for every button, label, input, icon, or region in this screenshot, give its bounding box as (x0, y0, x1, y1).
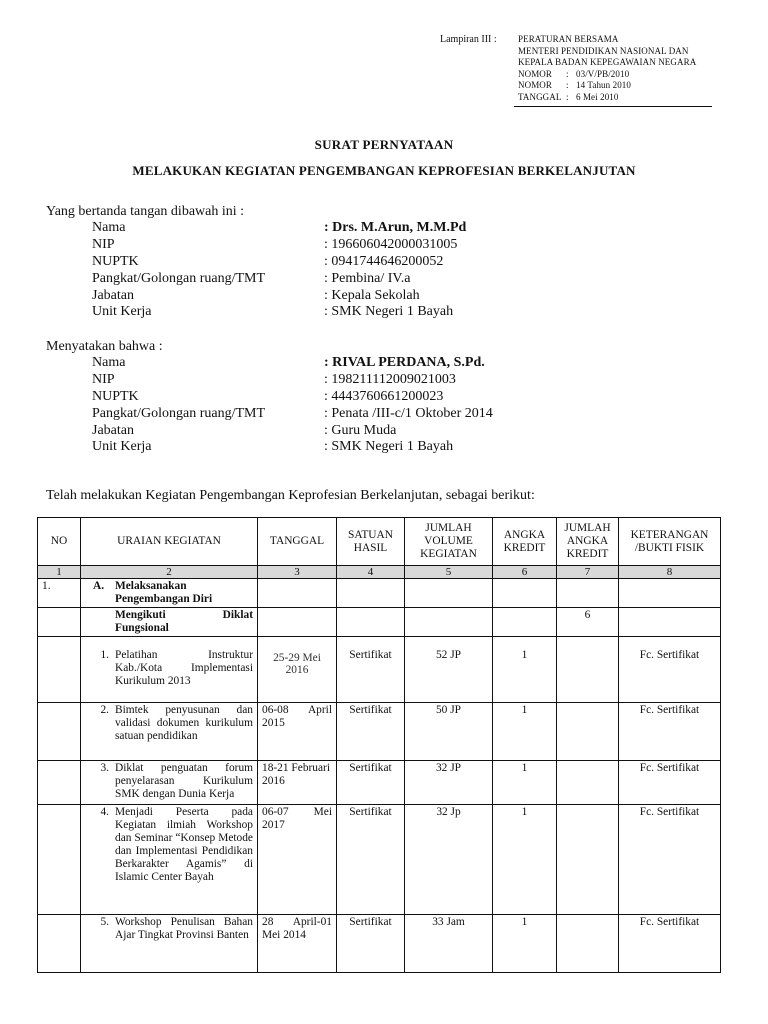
field-label: NUPTK (92, 253, 139, 269)
date-cell: 18-21 Februari 2016 (258, 761, 337, 805)
subject-fields (92, 355, 493, 456)
activity-text: Bimtek penyusunan dan validasi dokumen kurikulum satuan pendidikan (115, 704, 253, 742)
field-value: : Penata /III-c/1 Oktober 2014 (324, 405, 493, 421)
volume-cell: 33 Jam (405, 915, 493, 973)
empty-cell (38, 915, 81, 973)
evidence-cell: Fc. Sertifikat (619, 805, 721, 915)
field-value: : 196606042000031005 (324, 236, 458, 252)
regulation-line (518, 57, 696, 69)
activity-cell (81, 637, 258, 703)
field-value: : SMK Negeri 1 Bayah (324, 304, 454, 320)
table-row (38, 703, 721, 761)
empty-cell (619, 579, 721, 608)
column-header: URAIAN KEGIATAN (81, 518, 258, 566)
activity-cell (81, 805, 258, 915)
document-title: SURAT PERNYATAAN (314, 137, 454, 152)
field-label: Pangkat/Golongan ruang/TMT (92, 405, 266, 421)
activity-text: Pelatihan Instruktur Kab./Kota Implementasi Kurikulum 2013 (115, 649, 253, 687)
field-row (92, 288, 466, 305)
regulation-colon: : (566, 80, 569, 91)
activity-cell (81, 703, 258, 761)
evidence-cell: Fc. Sertifikat (619, 637, 721, 703)
empty-cell (405, 579, 493, 608)
activity-text: Diklat penguatan forum penyelarasan Kurikulum SMK dengan Dunia Kerja (115, 762, 253, 800)
field-label: Jabatan (92, 422, 134, 438)
field-label: Unit Kerja (92, 304, 152, 320)
regulation-value: 6 Mei 2010 (576, 91, 619, 102)
column-number: 4 (337, 566, 405, 579)
credit-cell: 1 (493, 805, 557, 915)
date-cell: 25-29 Mei 2016 (258, 637, 337, 703)
empty-cell (557, 579, 619, 608)
section-title-cell (81, 579, 258, 608)
unit-cell: Sertifikat (337, 915, 405, 973)
date-cell: 06-07 Mei 2017 (258, 805, 337, 915)
regulation-text: KEPALA BADAN KEPEGAWAIAN NEGARA (518, 57, 697, 68)
empty-cell (38, 637, 81, 703)
regulation-value: 14 Tahun 2010 (576, 80, 632, 91)
regulation-key: TANGGAL (518, 91, 562, 102)
signer-fields (92, 220, 466, 321)
column-number: 5 (405, 566, 493, 579)
table-row (38, 915, 721, 973)
empty-cell (258, 579, 337, 608)
regulation-text: MENTERI PENDIDIKAN NASIONAL DAN (518, 45, 689, 56)
activity-cell (81, 915, 258, 973)
regulation-text: PERATURAN BERSAMA (518, 34, 619, 44)
group-title: Mengikuti Diklat Fungsional (115, 609, 253, 634)
evidence-cell: Fc. Sertifikat (619, 703, 721, 761)
column-number: 2 (81, 566, 258, 579)
volume-cell: 32 Jp (405, 805, 493, 915)
evidence-cell: Fc. Sertifikat (619, 761, 721, 805)
regulation-colon: : (566, 68, 569, 79)
empty-cell (405, 608, 493, 637)
date-cell: 28 April-01 Mei 2014 (258, 915, 337, 973)
field-row (92, 355, 493, 372)
empty-cell (493, 579, 557, 608)
empty-cell (38, 608, 81, 637)
field-label: Nama (92, 220, 126, 235)
empty-cell (557, 637, 619, 703)
empty-cell (38, 703, 81, 761)
field-value: : 4443760661200023 (324, 388, 444, 404)
regulation-colon: : (566, 91, 569, 102)
date-cell: 06-08 April 2015 (258, 703, 337, 761)
field-row (92, 271, 466, 288)
field-value: : Drs. M.Arun, M.M.Pd (324, 220, 467, 235)
credit-cell: 1 (493, 703, 557, 761)
field-label: Nama (92, 355, 126, 370)
column-header: JUMLAH VOLUME KEGIATAN (405, 518, 493, 566)
field-value: : Pembina/ IV.a (324, 270, 411, 286)
group-total-credit: 6 (557, 608, 619, 637)
signer-intro: Yang bertanda tangan dibawah ini : (46, 204, 245, 219)
credit-cell: 1 (493, 761, 557, 805)
section-number: 1. (38, 579, 81, 608)
table-row (38, 637, 721, 703)
column-number: 7 (557, 566, 619, 579)
field-row (92, 254, 466, 271)
column-header: JUMLAH ANGKA KREDIT (557, 518, 619, 566)
column-number: 3 (258, 566, 337, 579)
unit-cell: Sertifikat (337, 805, 405, 915)
column-number: 8 (619, 566, 721, 579)
field-row (92, 439, 493, 456)
empty-cell (557, 703, 619, 761)
field-label: Jabatan (92, 287, 134, 303)
unit-cell: Sertifikat (337, 703, 405, 761)
empty-cell (619, 608, 721, 637)
group-row (38, 608, 721, 637)
field-value: : 198211112009021003 (324, 371, 456, 387)
regulation-value: 03/V/PB/2010 (576, 68, 630, 79)
regulation-line (518, 46, 696, 58)
column-header: TANGGAL (258, 518, 337, 566)
empty-cell (38, 805, 81, 915)
column-header: ANGKA KREDIT (493, 518, 557, 566)
section-letter: A. (93, 580, 105, 592)
unit-cell: Sertifikat (337, 637, 405, 703)
credit-cell: 1 (493, 637, 557, 703)
field-value: : RIVAL PERDANA, S.Pd. (324, 355, 485, 370)
regulation-date-line (518, 92, 696, 104)
field-row (92, 304, 466, 321)
empty-cell (557, 761, 619, 805)
field-row (92, 372, 493, 389)
activity-text: Menjadi Peserta pada Kegiatan ilmiah Workshop dan Seminar “Konsep Metode dan Implementasi Pendidikan Berkarakter Agamis” di Islamic Center Bayah (115, 806, 253, 883)
activity-table (37, 517, 721, 973)
column-header: SATUAN HASIL (337, 518, 405, 566)
field-row (92, 220, 466, 237)
field-row (92, 423, 493, 440)
group-title-cell (81, 608, 258, 637)
regulation-number-line (518, 80, 696, 92)
header-underline (514, 106, 712, 107)
section-title: Melaksanakan Pengembangan Diri (115, 580, 213, 605)
empty-cell (557, 805, 619, 915)
empty-cell (38, 761, 81, 805)
column-number-row (38, 566, 721, 579)
empty-cell (493, 608, 557, 637)
row-number: 3. (100, 762, 109, 774)
empty-cell (337, 608, 405, 637)
activity-cell (81, 761, 258, 805)
row-number: 5. (100, 916, 109, 928)
section-row (38, 579, 721, 608)
field-label: NIP (92, 371, 115, 387)
table-header-row (38, 518, 721, 566)
column-number: 6 (493, 566, 557, 579)
regulation-key: NOMOR (518, 80, 553, 91)
column-header: KETERANGAN /BUKTI FISIK (619, 518, 721, 566)
regulation-key: NOMOR (518, 68, 553, 79)
column-header: NO (38, 518, 81, 566)
volume-cell: 32 JP (405, 761, 493, 805)
regulation-block (518, 34, 696, 104)
field-row (92, 389, 493, 406)
regulation-number-line (518, 69, 696, 81)
row-number: 4. (100, 806, 109, 818)
subject-intro: Menyatakan bahwa : (46, 339, 163, 354)
field-value: : 0941744646200052 (324, 253, 444, 269)
volume-cell: 52 JP (405, 637, 493, 703)
table-row (38, 805, 721, 915)
volume-cell: 50 JP (405, 703, 493, 761)
activity-text: Workshop Penulisan Bahan Ajar Tingkat Provinsi Banten (115, 916, 253, 941)
field-row (92, 237, 466, 254)
field-value: : Kepala Sekolah (324, 287, 420, 303)
unit-cell: Sertifikat (337, 761, 405, 805)
row-number: 2. (100, 704, 109, 716)
field-label: Unit Kerja (92, 439, 152, 455)
evidence-cell: Fc. Sertifikat (619, 915, 721, 973)
row-number: 1. (100, 649, 109, 661)
column-number: 1 (38, 566, 81, 579)
regulation-line (518, 34, 696, 46)
field-label: NIP (92, 236, 115, 252)
statement-text: Telah melakukan Kegiatan Pengembangan Keprofesian Berkelanjutan, sebagai berikut: (46, 488, 535, 503)
empty-cell (337, 579, 405, 608)
field-label: Pangkat/Golongan ruang/TMT (92, 270, 266, 286)
credit-cell: 1 (493, 915, 557, 973)
field-label: NUPTK (92, 388, 139, 404)
field-value: : SMK Negeri 1 Bayah (324, 439, 454, 455)
empty-cell (557, 915, 619, 973)
table-row (38, 761, 721, 805)
field-value: : Guru Muda (324, 422, 397, 438)
field-row (92, 406, 493, 423)
document-subtitle: MELAKUKAN KEGIATAN PENGEMBANGAN KEPROFESIAN BERKELANJUTAN (132, 163, 636, 178)
lampiran-label: Lampiran III : (440, 34, 497, 45)
empty-cell (258, 608, 337, 637)
